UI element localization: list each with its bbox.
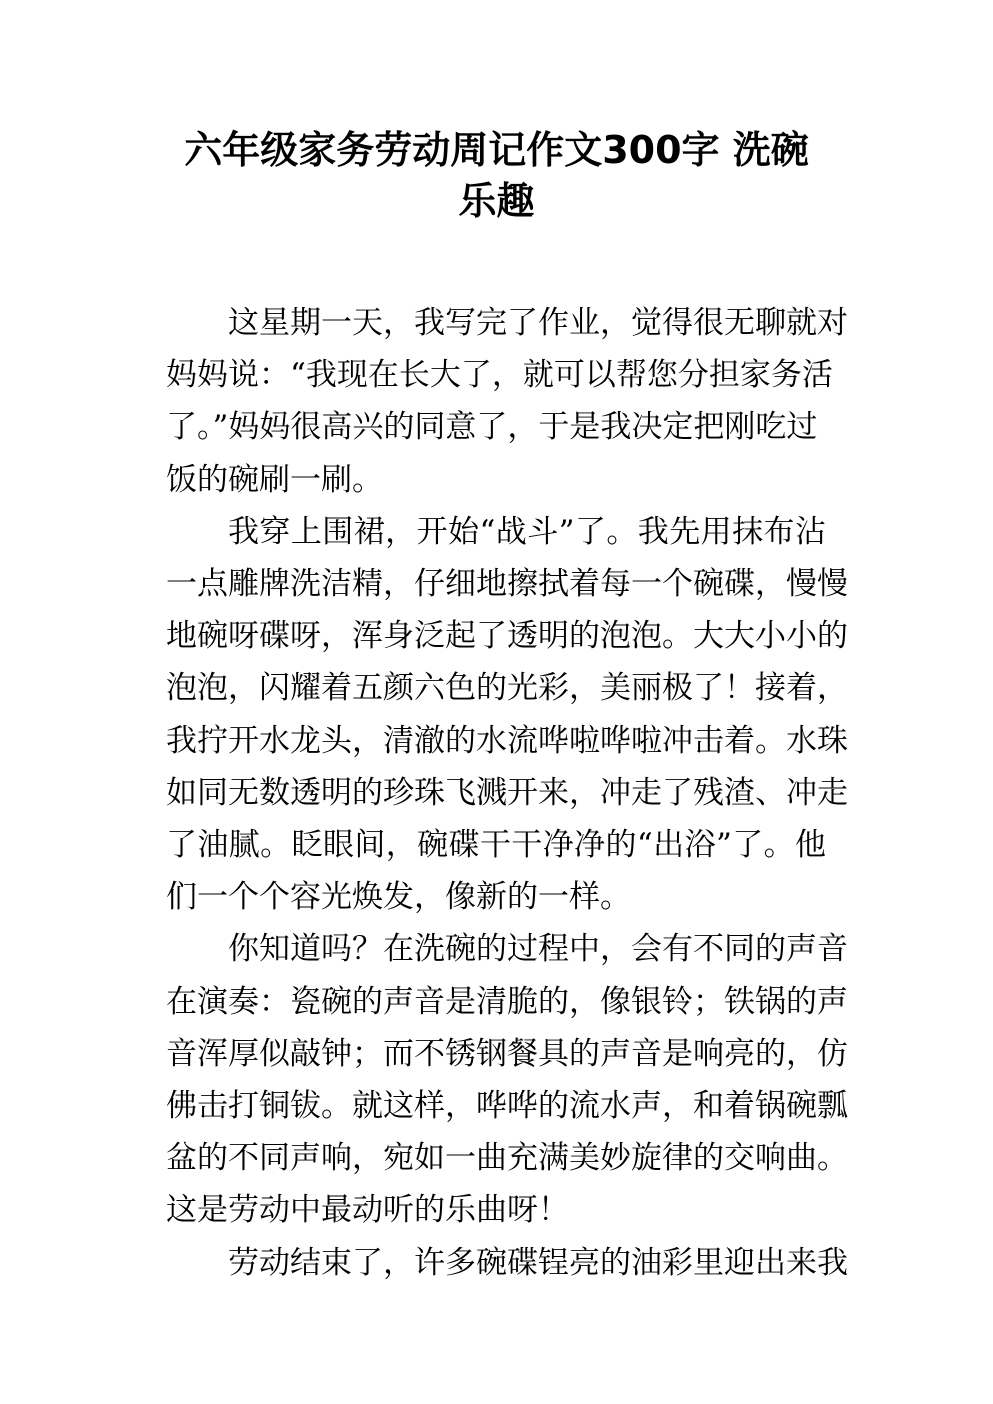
- body-text-line: 地碗呀碟呀，浑身泛起了透明的泡泡。大大小小的: [166, 618, 848, 655]
- body-text-line: 佛击打铜钹。就这样，哗哗的流水声，和着锅碗瓢: [166, 1088, 848, 1124]
- body-text-line: 这星期一天，我写完了作业，觉得很无聊就对: [228, 305, 848, 341]
- body-text-line: 了。”妈妈很高兴的同意了，于是我决定把刚吃过: [166, 409, 818, 446]
- body-text-line: 在演奏：瓷碗的声音是清脆的，像银铃；铁锅的声: [166, 983, 848, 1020]
- body-text-line: 音浑厚似敲钟；而不锈钢餐具的声音是响亮的，仿: [166, 1035, 848, 1072]
- body-text-line: 这是劳动中最动听的乐曲呀！: [166, 1192, 569, 1229]
- document-title-line-1: 六年级家务劳动周记作文300字 洗碗: [184, 128, 809, 172]
- body-text-line: 我拧开水龙头，清澈的水流哗啦哗啦冲击着。水珠: [166, 722, 848, 759]
- body-text-line: 你知道吗？在洗碗的过程中，会有不同的声音: [228, 931, 848, 968]
- document-title-line-2: 乐趣: [458, 179, 535, 223]
- body-text-line: 饭的碗刷一刷。: [166, 461, 383, 498]
- body-text-line: 了油腻。眨眼间，碗碟干干净净的“出浴”了。他: [166, 827, 826, 863]
- body-text-line: 妈妈说：“我现在长大了，就可以帮您分担家务活: [166, 357, 833, 394]
- body-text-line: 盆的不同声响，宛如一曲充满美妙旋律的交响曲。: [166, 1140, 848, 1177]
- body-text-line: 我穿上围裙，开始“战斗”了。我先用抹布沾: [228, 513, 826, 550]
- body-text-line: 劳动结束了，许多碗碟锃亮的油彩里迎出来我: [228, 1244, 848, 1281]
- body-text-line: 如同无数透明的珍珠飞溅开来，冲走了残渣、冲走: [166, 774, 848, 811]
- body-text-line: 们一个个容光焕发，像新的一样。: [166, 879, 631, 916]
- body-text-line: 一点雕牌洗洁精，仔细地擦拭着每一个碗碟，慢慢: [166, 566, 848, 602]
- body-text-line: 泡泡，闪耀着五颜六色的光彩，美丽极了！接着，: [166, 670, 848, 707]
